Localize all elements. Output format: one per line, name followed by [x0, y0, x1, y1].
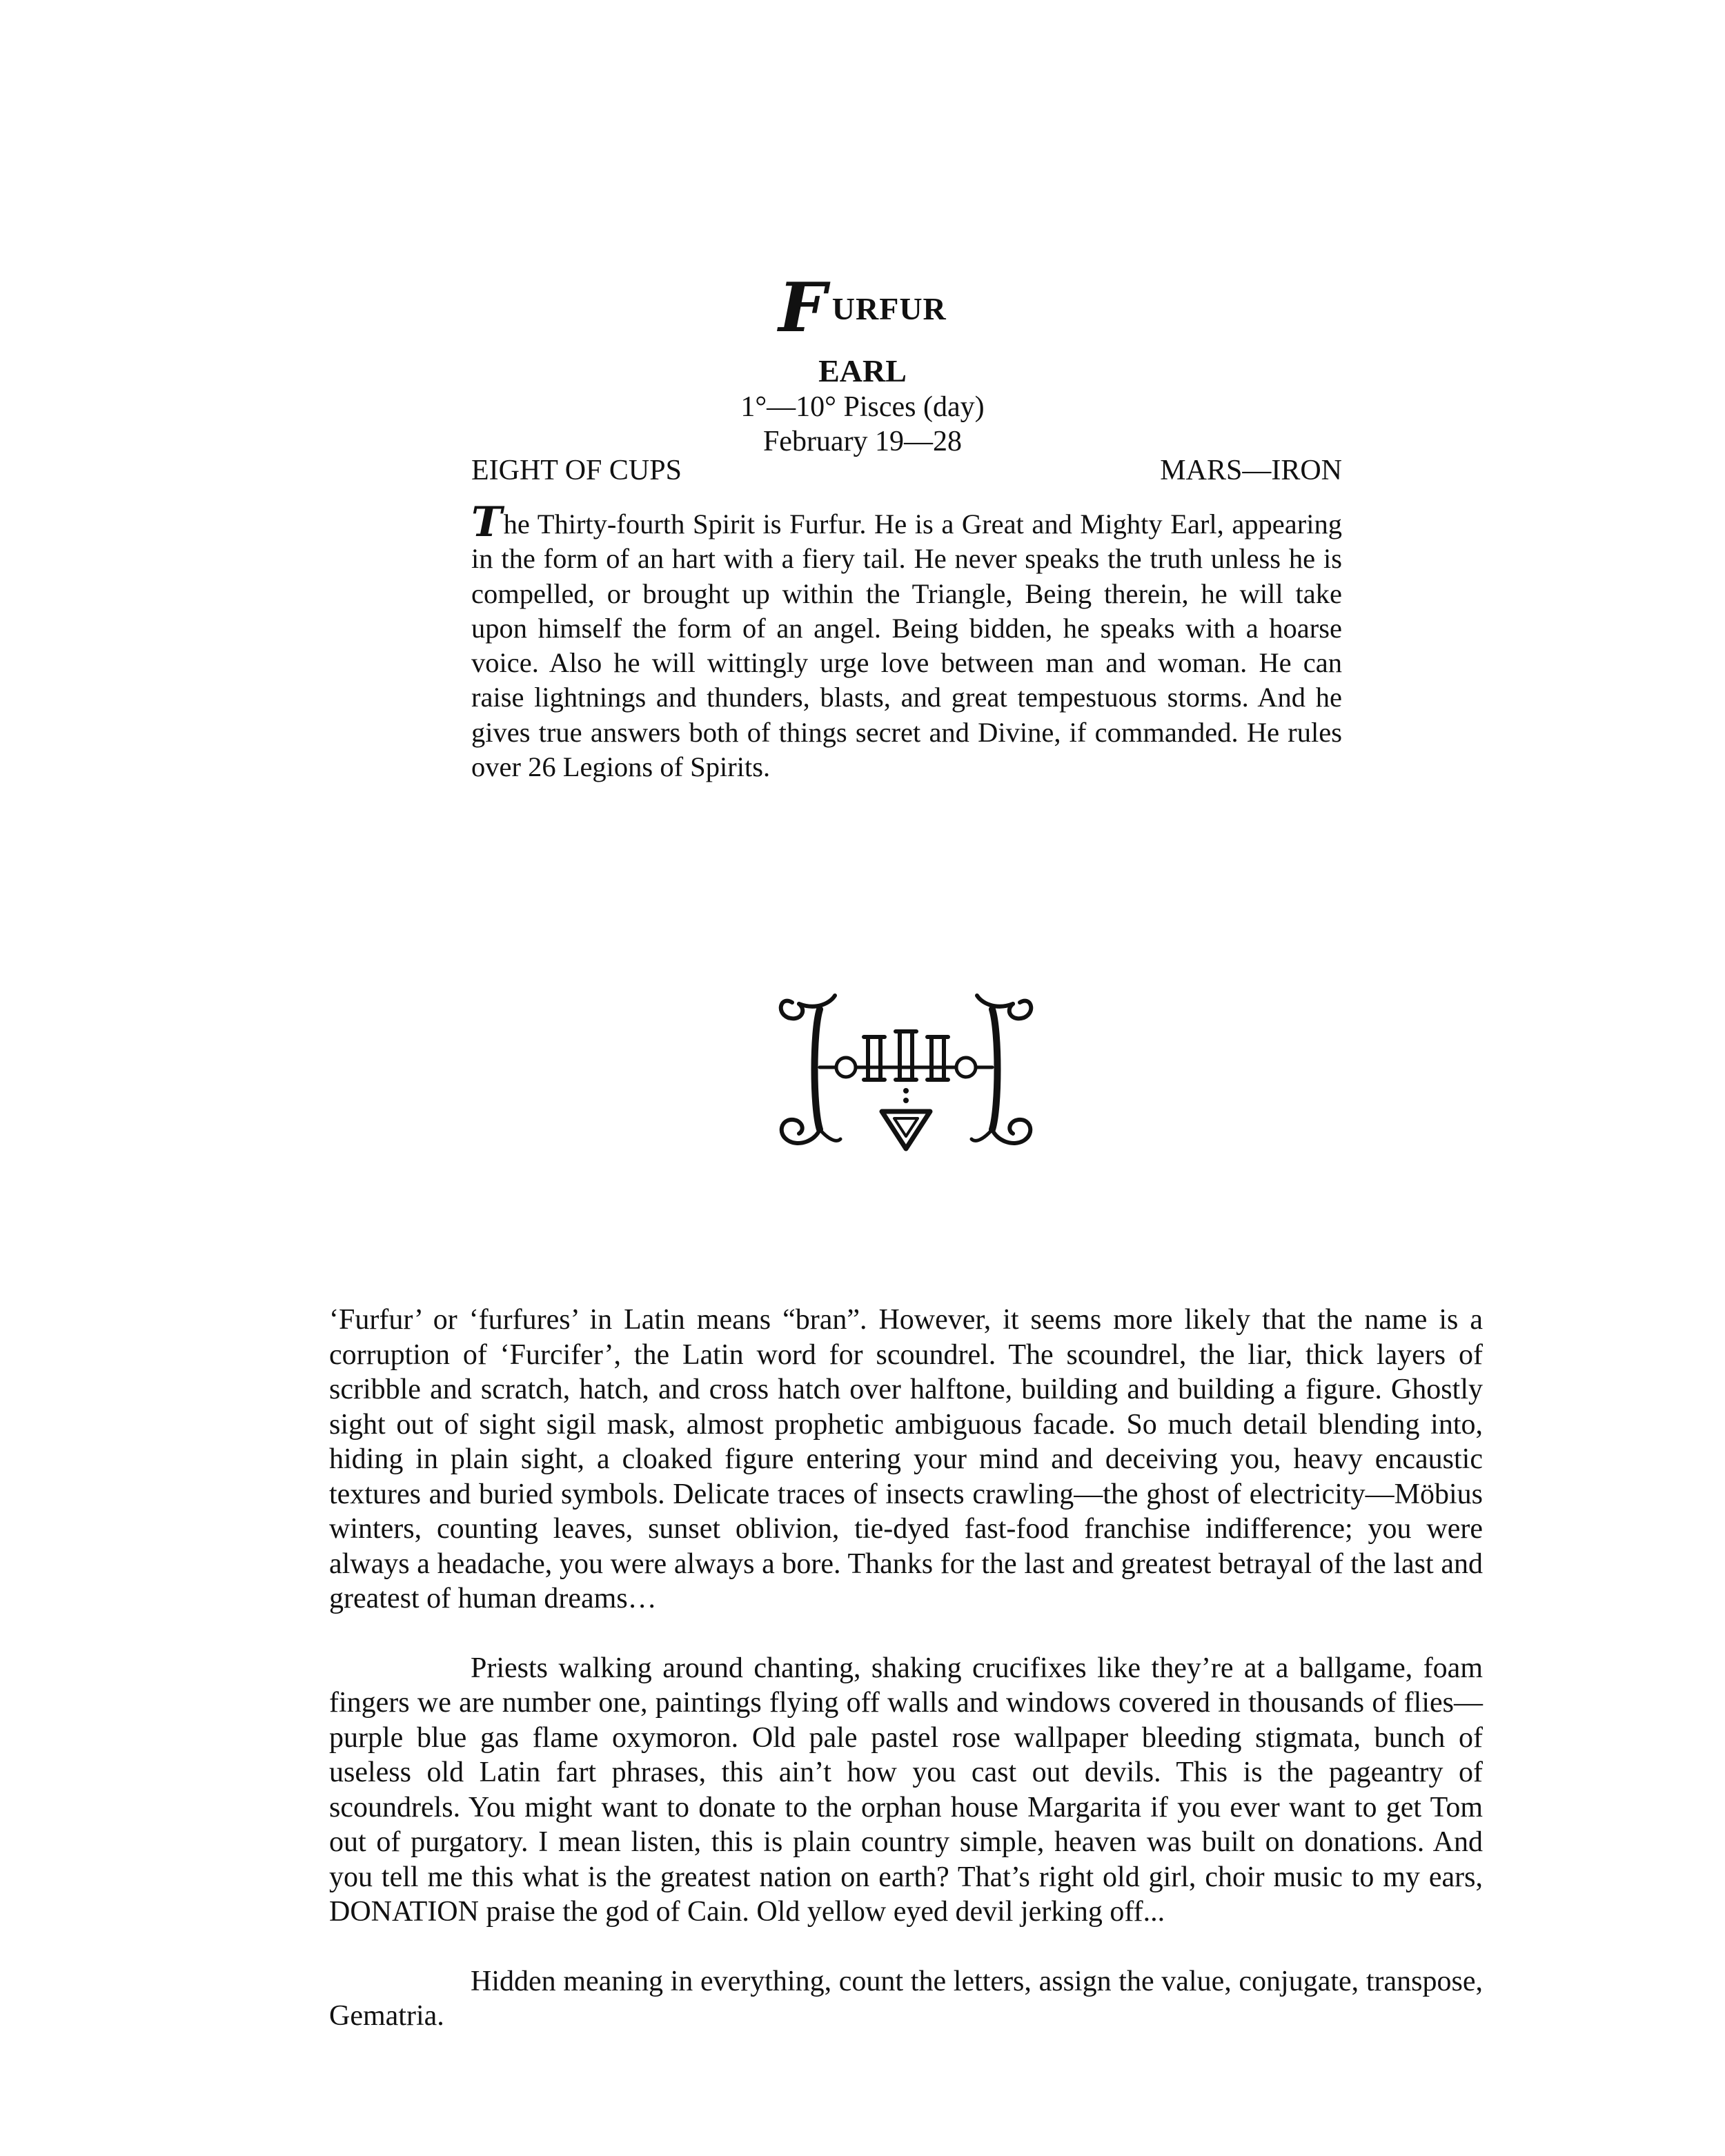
furfur-sigil-icon [771, 983, 1041, 1156]
description-drop-cap: T [471, 498, 502, 546]
spirit-header [0, 262, 1725, 459]
description-text: he Thirty-fourth Spirit is Furfur. He is a Great and Mighty Earl, appearing in the form of an hart with a fiery tail. He never speaks the truth unless he is compelled, or brought up within the Triangle, Being therein, he will take upon himself the form of an angel. Being bidden, he speaks with a hoarse voice. Also he will wittingly urge love between man and woman. He can raise lightnings and thunders, blasts, and great tempestuous storms. And he gives true answers both of things secret and Divine, if commanded. He rules over 26 Legions of Spirits. [471, 508, 1342, 783]
zodiac-degrees: 1°—10° Pisces (day) [740, 390, 985, 423]
spirit-description [471, 498, 1342, 784]
correspondences-row [471, 454, 1342, 487]
title-drop-cap: F [778, 268, 827, 348]
commentary-paragraph-1: ‘Furfur’ or ‘furfures’ in Latin means “bran”. However, it seems more likely that the name is a corruption of ‘Furcifer’, the Latin word for scoundrel. The scoundrel, the liar, thick layers of scribble and scratch, hatch, and cross hatch over halftone, building and building a figure. Ghostly sight out of sight sigil mask, almost prophetic ambiguous facade. So much detail blending into, hiding in plain sight, a cloaked figure entering your mind and deceiving you, heavy encaustic textures and buried symbols. Delicate traces of insects crawling—the ghost of electricity—Möbius winters, counting leaves, sunset oblivion, tie-dyed fast-food franchise indifference; you were always a headache, you were always a bore. Thanks for the last and greatest betrayal of the last and greatest of human dreams… [329, 1304, 1483, 1614]
tarot-card: EIGHT OF CUPS [471, 455, 682, 486]
spirit-title [0, 262, 1725, 348]
planet-metal: MARS—IRON [1160, 455, 1342, 486]
commentary-paragraph-2: Priests walking around chanting, shaking crucifixes like they’re at a ballgame, foam fingers we are number one, paintings flying off walls and windows covered in thousands of flies—purple blue gas flame oxymoron. Old pale pastel rose wallpaper bleeding stigmata, bunch of useless old Latin fart phrases, this ain’t how you cast out devils. This is the pageantry of scoundrels. You might want to donate to the orphan house Margarita if you ever want to get Tom out of purgatory. I mean listen, this is plain country simple, heaven was built on donations. And you tell me this what is the greatest nation on earth? That’s right old girl, choir music to my ears, DONATION praise the god of Cain. Old yellow eyed devil jerking off... [329, 1652, 1483, 1928]
commentary-paragraph-3: Hidden meaning in everything, count the letters, assign the value, conjugate, transpose, Gematria. [329, 1965, 1483, 2032]
commentary [329, 1303, 1483, 2034]
spirit-rank: EARL [818, 353, 907, 388]
title-rest: URFUR [831, 291, 947, 326]
date-range: February 19—28 [762, 426, 963, 458]
